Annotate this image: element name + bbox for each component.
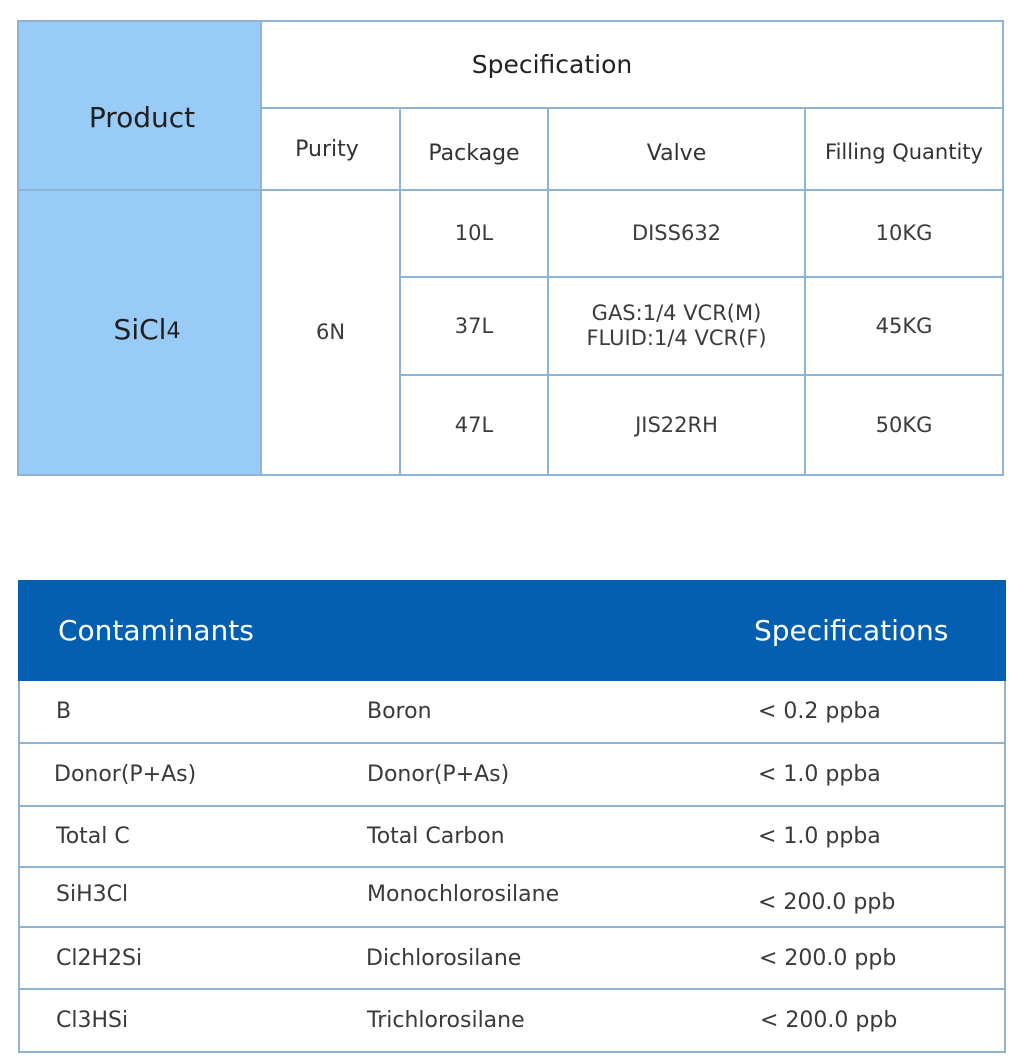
contaminant-spec: < 1.0 ppba xyxy=(758,824,881,849)
contaminant-spec: < 200.0 ppb xyxy=(760,1008,898,1033)
contaminant-spec: < 200.0 ppb xyxy=(758,889,896,915)
valve-value xyxy=(549,278,804,374)
contaminant-symbol: Cl2H2Si xyxy=(56,945,143,971)
filling-quantity-column-header: Filling Quantity xyxy=(825,140,983,164)
contaminant-name: Monochlorosilane xyxy=(367,881,560,907)
purity-column-header: Purity xyxy=(295,136,359,162)
contaminant-name: Donor(P+As) xyxy=(367,762,510,787)
package-value: 37L xyxy=(454,313,494,338)
package-value: 47L xyxy=(454,412,494,437)
table-row xyxy=(18,744,1006,805)
purity-value: 6N xyxy=(315,320,346,344)
specifications-header: Specifications xyxy=(754,614,949,647)
contaminant-name: Dichlorosilane xyxy=(366,945,522,971)
product-name-base: SiCl xyxy=(113,313,167,346)
filling-value: 50KG xyxy=(875,412,933,437)
contaminant-symbol: Donor(P+As) xyxy=(54,762,197,787)
contaminants-table xyxy=(18,580,1006,1053)
product-spec-table xyxy=(17,20,1004,476)
product-header: Product xyxy=(88,100,196,134)
contaminants-table-header xyxy=(18,580,1006,681)
product-name xyxy=(17,191,277,468)
valve-line: JIS22RH xyxy=(635,412,718,437)
table-row xyxy=(18,990,1006,1051)
specification-header: Specification xyxy=(471,49,633,79)
table-row xyxy=(18,807,1006,866)
contaminant-name: Boron xyxy=(367,699,432,724)
contaminant-name: Total Carbon xyxy=(367,824,505,849)
contaminant-name: Trichlorosilane xyxy=(367,1008,525,1033)
product-name-subscript: 4 xyxy=(166,319,181,344)
filling-value: 10KG xyxy=(875,221,933,245)
contaminant-spec: < 0.2 ppba xyxy=(758,699,881,724)
filling-value: 45KG xyxy=(875,313,933,338)
valve-line: DISS632 xyxy=(631,221,722,245)
contaminant-symbol: Total C xyxy=(56,824,130,849)
contaminant-spec: < 200.0 ppb xyxy=(759,945,897,971)
valve-line: FLUID:1/4 VCR(F) xyxy=(586,326,767,350)
table-row xyxy=(18,928,1006,988)
valve-value xyxy=(549,376,804,474)
table-row xyxy=(18,681,1006,742)
package-value: 10L xyxy=(454,221,494,245)
contaminants-header: Contaminants xyxy=(58,614,254,647)
table-row xyxy=(18,868,1006,926)
contaminant-symbol: B xyxy=(56,699,72,724)
valve-value xyxy=(549,191,804,276)
package-column-header: Package xyxy=(428,140,520,166)
valve-column-header: Valve xyxy=(646,140,707,166)
contaminant-symbol: SiH3Cl xyxy=(56,881,129,907)
valve-line: GAS:1/4 VCR(M) xyxy=(591,301,762,325)
contaminant-spec: < 1.0 ppba xyxy=(758,762,881,787)
contaminant-symbol: Cl3HSi xyxy=(56,1008,129,1033)
